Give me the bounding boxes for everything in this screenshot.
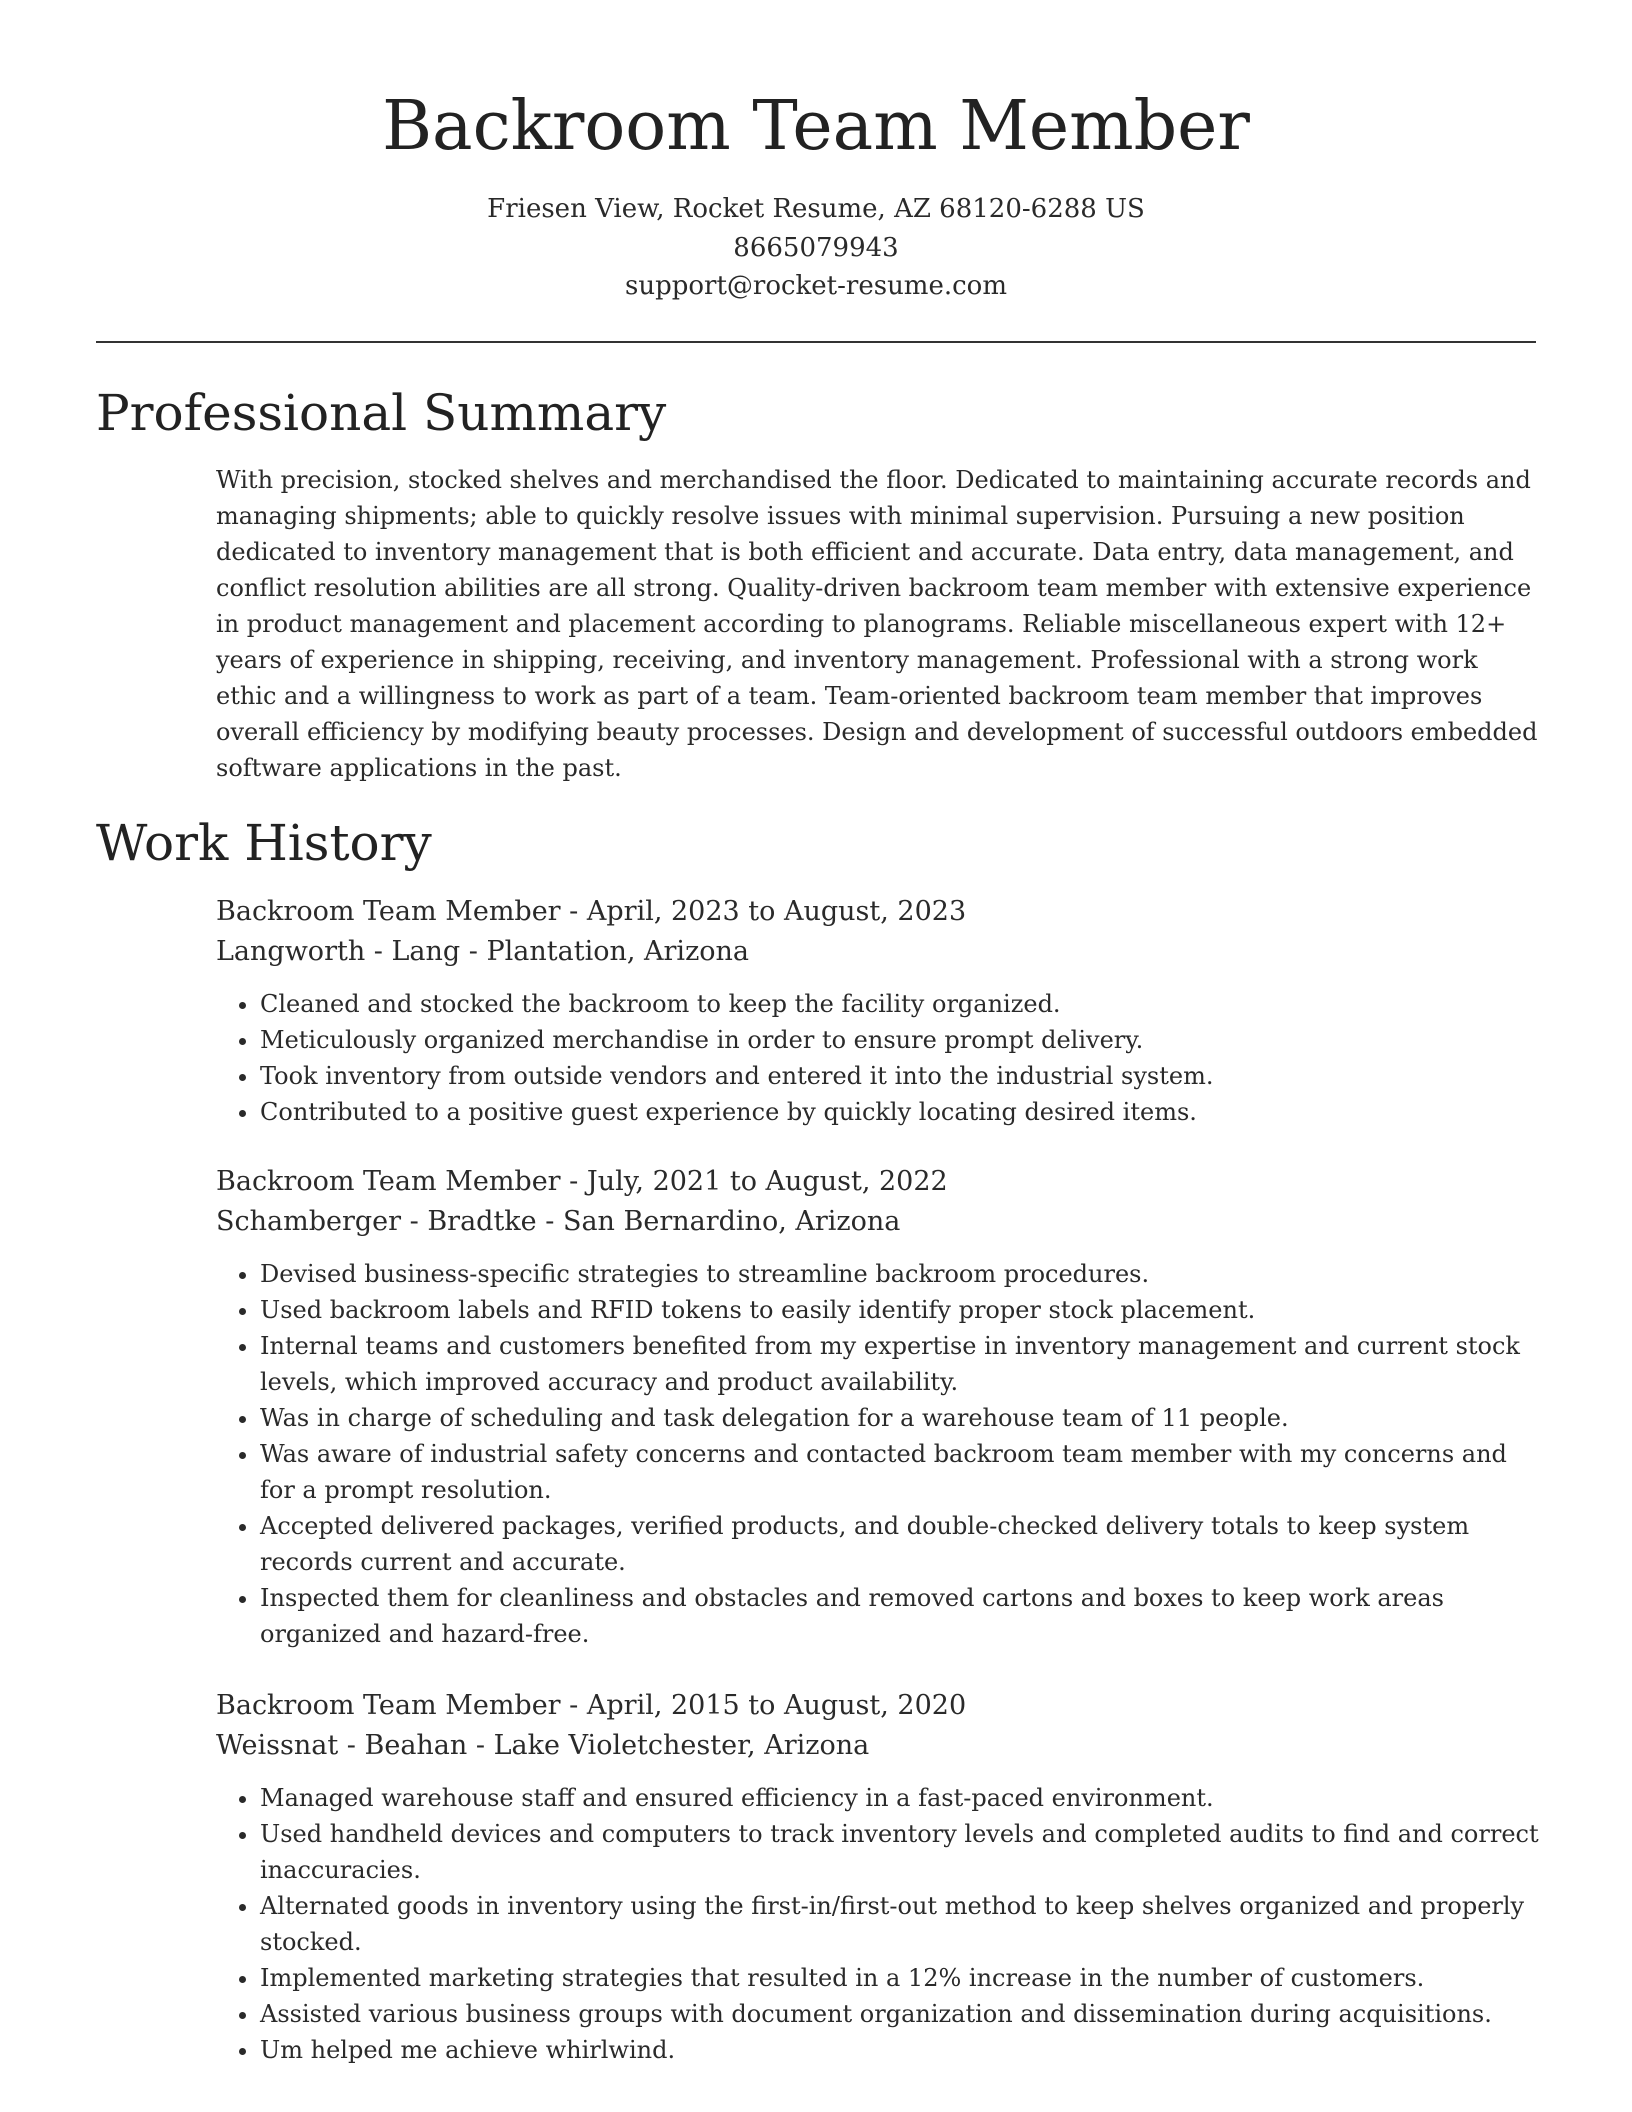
list-item: • Inspected them for cleanliness and obstacles and removed cartons and boxes to keep work areas organized and hazard-free. [260,1580,1540,1652]
list-item: • Cleaned and stocked the backroom to keep the facility organized. [260,986,1540,1022]
contact-email: support@rocket-resume.com [624,271,1007,301]
job-entry [216,892,1540,1130]
list-item: • Managed warehouse staff and ensured efficiency in a fast-paced environment. [260,1780,1540,1816]
job-bullet-list [216,986,1540,1130]
job-bullet-list [216,1780,1540,2068]
list-item: • Implemented marketing strategies that resulted in a 12% increase in the number of customers. [260,1960,1540,1996]
job-location: - Lake Violetchester, Arizona [467,1730,870,1761]
list-item: • Used backroom labels and RFID tokens to easily identify proper stock placement. [260,1292,1540,1328]
list-item: • Accepted delivered packages, verified products, and double-checked delivery totals to keep system records current and accurate. [260,1508,1540,1580]
summary-text-block [216,462,1540,786]
list-item: • Alternated goods in inventory using the first-in/first-out method to keep shelves organized and properly stocked. [260,1888,1540,1960]
job-title-line [216,1686,1540,1726]
job-entry [216,1162,1540,1652]
job-title-line [216,892,1540,932]
list-item: • Um helped me achieve whirlwind. [260,2032,1540,2068]
contact-address: Friesen View, Rocket Resume, AZ 68120-6288 US [487,194,1145,224]
job-company-line [216,932,1540,972]
job-entry [216,1686,1540,2068]
list-item: • Took inventory from outside vendors and entered it into the industrial system. [260,1058,1540,1094]
job-title-line [216,1162,1540,1202]
job-company-line [216,1726,1540,1766]
candidate-name: Backroom Team Member [382,87,1250,166]
job-location: - Plantation, Arizona [460,936,750,967]
list-item: • Was aware of industrial safety concerns and contacted backroom team member with my concerns and for a prompt resolution. [260,1436,1540,1508]
list-item: • Contributed to a positive guest experience by quickly locating desired items. [260,1094,1540,1130]
job-dates: - April, 2023 to August, 2023 [560,896,967,927]
list-item: • Used handheld devices and computers to track inventory levels and completed audits to find and correct inaccuracies. [260,1816,1540,1888]
list-item: • Internal teams and customers benefited from my expertise in inventory management and current stock levels, which improved accuracy and product availability. [260,1328,1540,1400]
job-company: Schamberger - Bradtke [216,1206,537,1237]
list-item: • Meticulously organized merchandise in order to ensure prompt delivery. [260,1022,1540,1058]
job-company: Weissnat - Beahan [216,1730,468,1761]
job-company-line [216,1202,1540,1242]
list-item: • Was in charge of scheduling and task delegation for a warehouse team of 11 people. [260,1400,1540,1436]
work-history-heading: Work History [96,814,432,872]
job-title: Backroom Team Member [216,1690,561,1721]
job-title: Backroom Team Member [216,1166,561,1197]
summary-text: With precision, stocked shelves and merchandised the floor. Dedicated to maintaining accurate records and managing shipments; able to quickly resolve issues with minimal supervision. Pursuing a new position dedicated to inventory management that is both efficient and accurate. Data entry, data management, and conflict resolution abilities are all strong. Quality-driven backroom team member with extensive experience in product management and placement according to planograms. Reliable miscellaneous expert with 12+ years of experience in shipping, receiving, and inventory management. Professional with a strong work ethic and a willingness to work as part of a team. Team-oriented backroom team member that improves overall efficiency by modifying beauty processes. Design and development of successful outdoors embedded software applications in the past. [216,466,1538,782]
list-item: • Devised business-specific strategies to streamline backroom procedures. [260,1256,1540,1292]
job-bullet-list [216,1256,1540,1652]
job-company: Langworth - Lang [216,936,461,967]
job-dates: - July, 2021 to August, 2022 [560,1166,948,1197]
job-title: Backroom Team Member [216,896,561,927]
summary-heading: Professional Summary [96,384,667,442]
contact-phone: 8665079943 [733,233,899,263]
list-item: • Assisted various business groups with document organization and dissemination during acquisitions. [260,1996,1540,2032]
header-divider [96,341,1536,343]
job-location: - San Bernardino, Arizona [536,1206,901,1237]
job-dates: - April, 2015 to August, 2020 [560,1690,967,1721]
